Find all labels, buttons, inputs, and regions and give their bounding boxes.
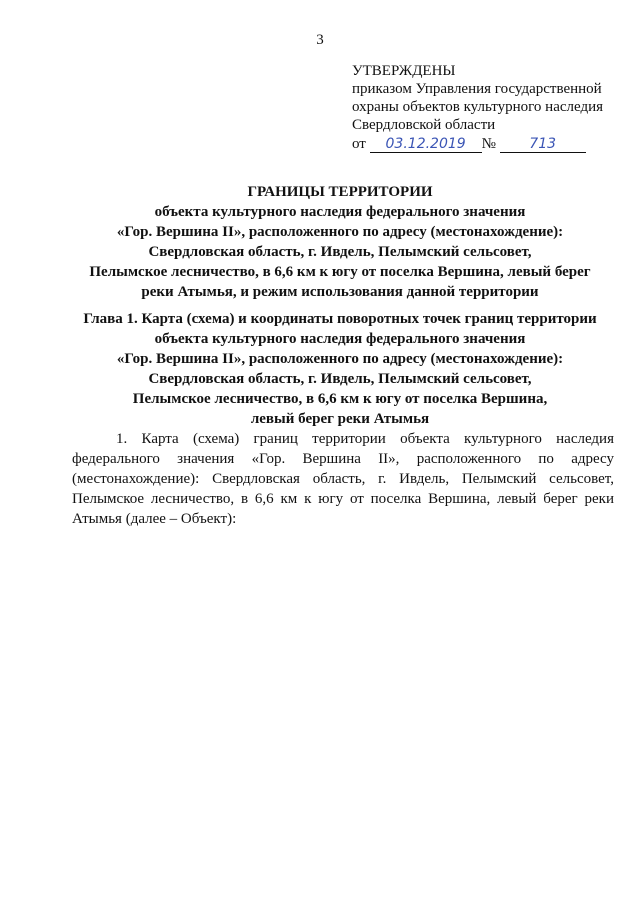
chapter-line-3: «Гор. Вершина II», расположенного по адресу (местонахождение): (116, 351, 564, 367)
number-label: № (481, 136, 496, 152)
title-line-3: «Гор. Вершина II», расположенного по адресу (местонахождение): (116, 224, 564, 240)
chapter-line-4: Свердловская область, г. Ивдель, Пелымский сельсовет, (148, 371, 532, 387)
handwritten-number: 713 (500, 136, 586, 153)
paragraph-1-text: 1. Карта (схема) границ территории объекта культурного наследия федерального значения «Гор. Вершина II», расположенного по адресу (местонахождение): Свердловская область, г. Ивдель, Пелымский сельсовет, Пелымское лесничество, в 6,6 км к югу от поселка Вершина, левый берег реки Атымья (далее – Объект): (72, 431, 614, 527)
approval-heading: УТВЕРЖДЕНЫ (352, 63, 456, 79)
title-line-5: Пелымское лесничество, в 6,6 км к югу от поселка Вершина, левый берег (89, 264, 591, 280)
chapter-line-6: левый берег реки Атымья (250, 411, 430, 427)
title-line-4: Свердловская область, г. Ивдель, Пелымский сельсовет, (148, 244, 532, 260)
approval-line-3: Свердловской области (352, 117, 496, 133)
title-line-6: реки Атымья, и режим использования данной территории (141, 284, 539, 300)
paragraph-1 (72, 429, 614, 529)
document-title (60, 182, 620, 302)
chapter-line-2: объекта культурного наследия федерального значения (154, 331, 526, 347)
handwritten-date: 03.12.2019 (370, 136, 482, 153)
approval-block (352, 62, 622, 153)
chapter-line-5: Пелымское лесничество, в 6,6 км к югу от поселка Вершина, (132, 391, 548, 407)
approval-line-2: охраны объектов культурного наследия (352, 99, 604, 115)
page-number: 3 (316, 32, 324, 48)
from-label: от (352, 136, 366, 152)
title-line-2: объекта культурного наследия федерального значения (154, 204, 526, 220)
chapter-line-1: Глава 1. Карта (схема) и координаты поворотных точек границ территории (83, 311, 597, 327)
title-line-1: ГРАНИЦЫ ТЕРРИТОРИИ (247, 184, 433, 200)
approval-date-number-line (352, 135, 622, 153)
approval-line-1: приказом Управления государственной (352, 81, 602, 97)
chapter-heading (60, 309, 620, 429)
